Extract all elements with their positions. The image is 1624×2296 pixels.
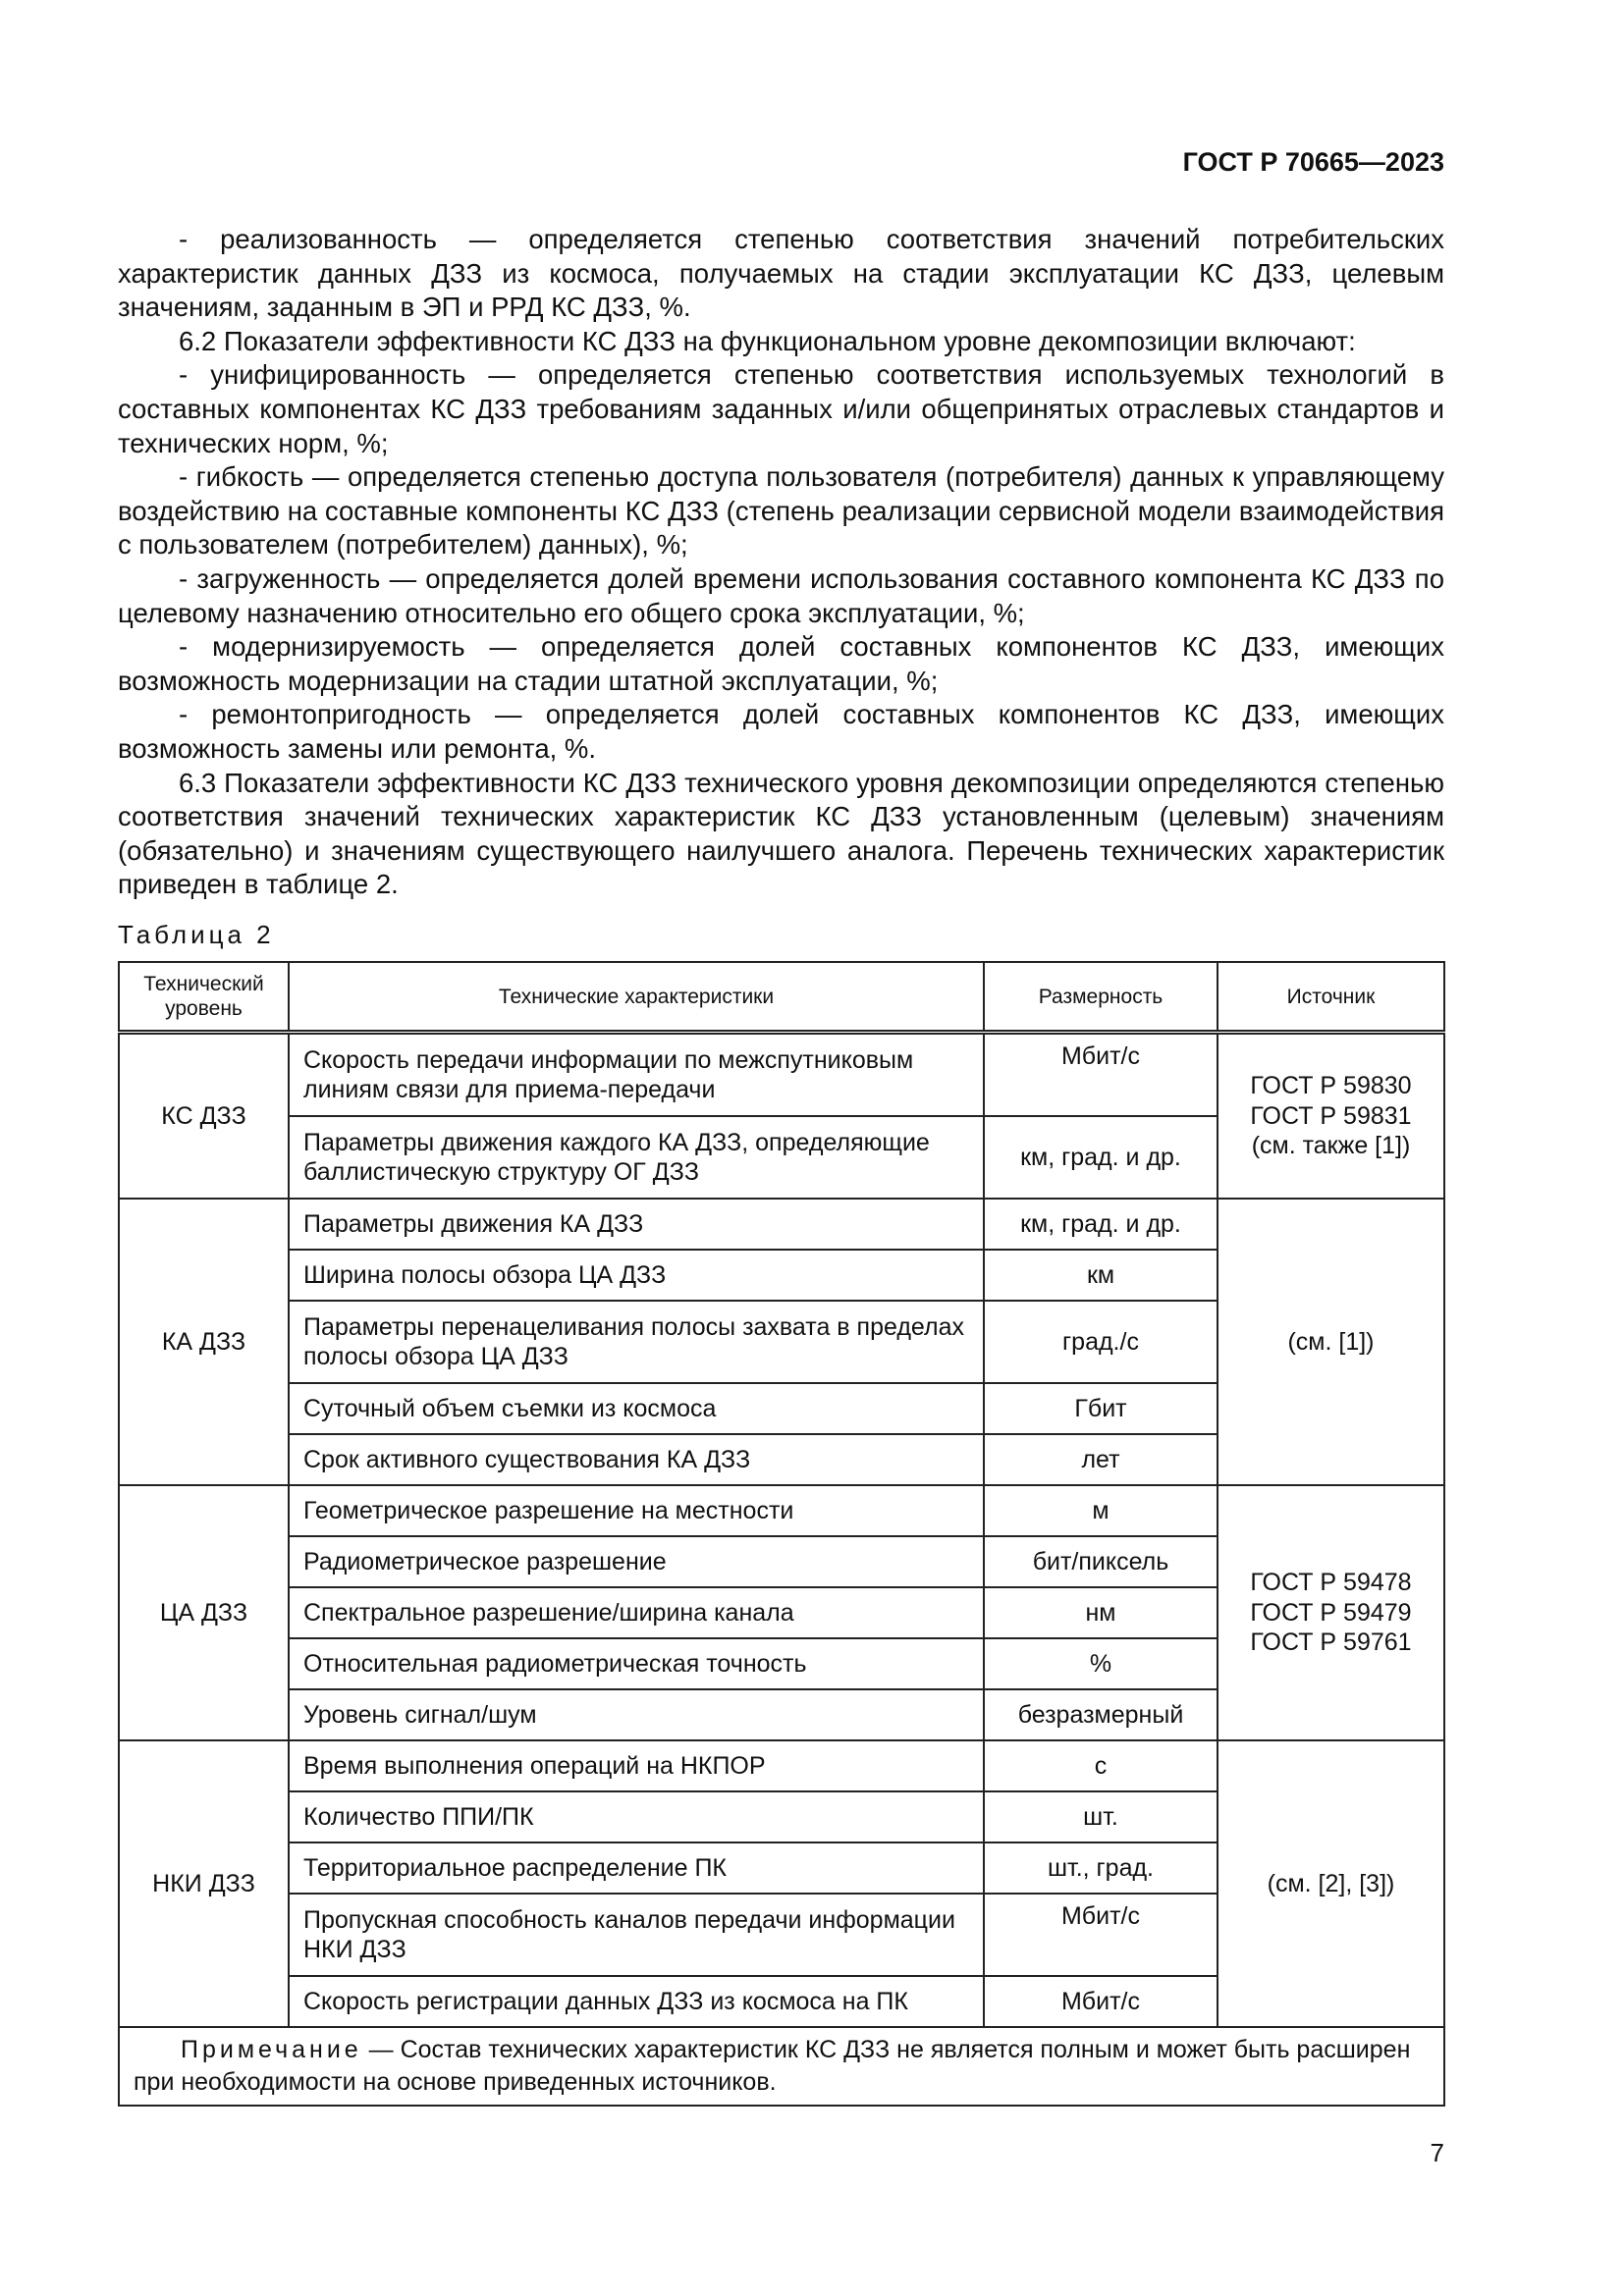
paragraph-modernizability: - модернизируемость — определяется долей составных компонентов КС ДЗЗ, имеющих возможность модернизации на стадии штатной эксплуатации, %;: [118, 631, 1444, 696]
note-label: Примечание: [181, 2036, 362, 2063]
source-cell-ka: (см. [1]): [1218, 1199, 1444, 1485]
paragraph-maintainability: - ремонтопригодность — определяется долей составных компонентов КС ДЗЗ, имеющих возможность замены или ремонта, %.: [118, 699, 1444, 764]
unit-cell: град./с: [984, 1301, 1218, 1383]
table-row: [119, 1199, 1444, 1250]
level-cell-ca: ЦА ДЗЗ: [119, 1485, 289, 1740]
characteristic-cell: Геометрическое разрешение на местности: [289, 1485, 984, 1536]
body-text: [118, 223, 1444, 902]
table-note: [119, 2027, 1444, 2106]
document-code-header: ГОСТ Р 70665—2023: [1182, 147, 1444, 177]
table-row: [119, 1485, 1444, 1536]
characteristic-cell: Радиометрическое разрешение: [289, 1536, 984, 1587]
unit-cell: бит/пиксель: [984, 1536, 1218, 1587]
characteristic-cell: Суточный объем съемки из космоса: [289, 1383, 984, 1434]
table-caption: Таблица 2: [118, 920, 275, 949]
characteristic-cell: Время выполнения операций на НКПОР: [289, 1740, 984, 1791]
unit-cell: шт.: [984, 1791, 1218, 1842]
characteristic-cell: Пропускная способность каналов передачи информации НКИ ДЗЗ: [289, 1894, 984, 1976]
characteristic-cell: Скорость передачи информации по межспутниковым линиям связи для приема-передачи: [289, 1033, 984, 1117]
characteristic-cell: Спектральное разрешение/ширина канала: [289, 1587, 984, 1638]
header-source: Источник: [1218, 962, 1444, 1033]
table-header-row: [119, 962, 1444, 1033]
characteristic-cell: Ширина полосы обзора ЦА ДЗЗ: [289, 1250, 984, 1301]
header-unit: Размерность: [984, 962, 1218, 1033]
header-characteristics: Технические характеристики: [289, 962, 984, 1033]
characteristic-cell: Параметры перенацеливания полосы захвата в пределах полосы обзора ЦА ДЗЗ: [289, 1301, 984, 1383]
unit-cell: Мбит/с: [984, 1976, 1218, 2027]
unit-cell: шт., град.: [984, 1842, 1218, 1894]
unit-cell: м: [984, 1485, 1218, 1536]
paragraph-6-3: 6.3 Показатели эффективности КС ДЗЗ технического уровня декомпозиции определяются степенью соответствия значений технических характеристик КС ДЗЗ установленным (целевым) значениям (обязательно) и значениям существующего наилучшего аналога. Перечень технических характеристик приведен в таблице 2.: [118, 767, 1444, 900]
characteristic-cell: Количество ППИ/ПК: [289, 1791, 984, 1842]
paragraph-flexibility: - гибкость — определяется степенью доступа пользователя (потребителя) данных к управляющему воздействию на составные компоненты КС ДЗЗ (степень реализации сервисной модели взаимодействия с пользователем (потребителем) данных), %;: [118, 461, 1444, 561]
unit-cell: безразмерный: [984, 1689, 1218, 1740]
paragraph-realizability: - реализованность — определяется степенью соответствия значений потребительских характеристик данных ДЗЗ из космоса, получаемых на стадии эксплуатации КС ДЗЗ, целевым значениям, заданным в ЭП и РРД КС ДЗЗ, %.: [118, 224, 1444, 323]
header-level: Технический уровень: [119, 962, 289, 1033]
table-row: [119, 1740, 1444, 1791]
characteristic-cell: Параметры движения каждого КА ДЗЗ, определяющие баллистическую структуру ОГ ДЗЗ: [289, 1116, 984, 1199]
paragraph-unification: - унифицированность — определяется степенью соответствия используемых технологий в составных компонентах КС ДЗЗ требованиям заданных и/или общепринятых отраслевых стандартов и технических норм, %;: [118, 359, 1444, 458]
characteristic-cell: Относительная радиометрическая точность: [289, 1638, 984, 1689]
table-note-row: [119, 2027, 1444, 2106]
unit-cell: нм: [984, 1587, 1218, 1638]
source-cell-ca: ГОСТ Р 59478 ГОСТ Р 59479 ГОСТ Р 59761: [1218, 1485, 1444, 1740]
characteristic-cell: Уровень сигнал/шум: [289, 1689, 984, 1740]
characteristic-cell: Параметры движения КА ДЗЗ: [289, 1199, 984, 1250]
characteristic-cell: Скорость регистрации данных ДЗЗ из космоса на ПК: [289, 1976, 984, 2027]
level-cell-ka: КА ДЗЗ: [119, 1199, 289, 1485]
unit-cell: км: [984, 1250, 1218, 1301]
characteristic-cell: Срок активного существования КА ДЗЗ: [289, 1434, 984, 1485]
note-text: — Состав технических характеристик КС ДЗЗ не является полным и может быть расширен при необходимости на основе приведенных источников.: [134, 2036, 1411, 2096]
characteristic-cell: Территориальное распределение ПК: [289, 1842, 984, 1894]
unit-cell: км, град. и др.: [984, 1199, 1218, 1250]
source-cell-nki: (см. [2], [3]): [1218, 1740, 1444, 2027]
unit-cell: %: [984, 1638, 1218, 1689]
unit-cell: лет: [984, 1434, 1218, 1485]
unit-cell: км, град. и др.: [984, 1116, 1218, 1199]
unit-cell: Гбит: [984, 1383, 1218, 1434]
level-cell-nki: НКИ ДЗЗ: [119, 1740, 289, 2027]
page-number: 7: [1430, 2138, 1444, 2167]
level-cell-ks: КС ДЗЗ: [119, 1033, 289, 1200]
table-row: [119, 1033, 1444, 1117]
paragraph-load: - загруженность — определяется долей времени использования составного компонента КС ДЗЗ по целевому назначению относительно его общего срока эксплуатации, %;: [118, 562, 1444, 628]
source-cell-ks: ГОСТ Р 59830 ГОСТ Р 59831 (см. также [1]): [1218, 1033, 1444, 1200]
unit-cell: Мбит/с: [984, 1033, 1218, 1117]
unit-cell: с: [984, 1740, 1218, 1791]
technical-characteristics-table: [118, 961, 1445, 2107]
unit-cell: Мбит/с: [984, 1894, 1218, 1976]
paragraph-6-2: 6.2 Показатели эффективности КС ДЗЗ на функциональном уровне декомпозиции включают:: [179, 325, 1356, 356]
